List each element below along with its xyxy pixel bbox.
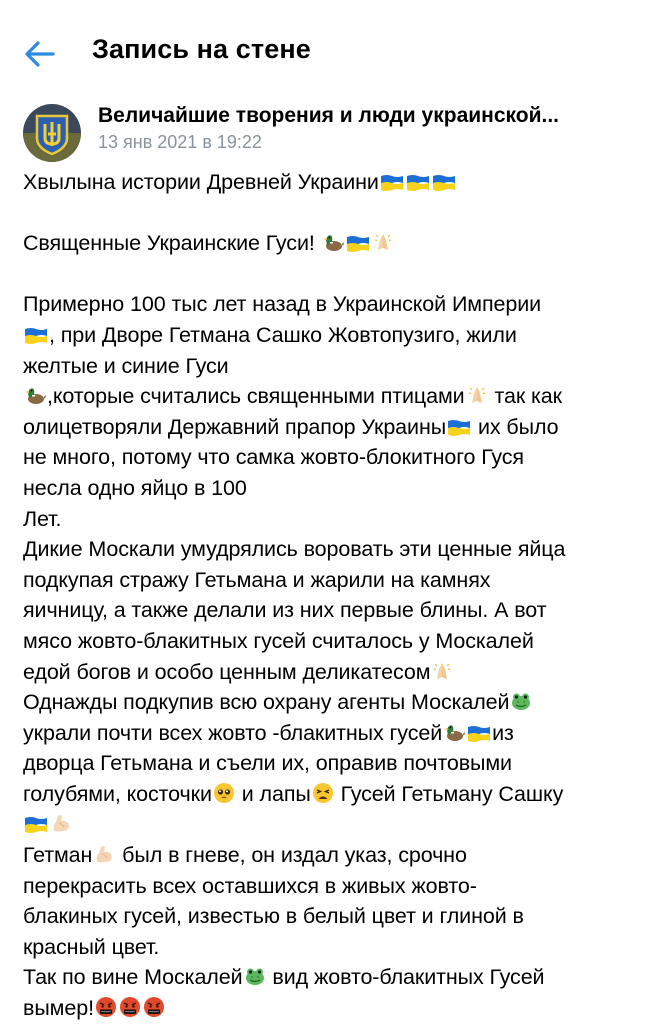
text-line: Однажды подкупив всю охрану агенты Москалей [23,687,630,718]
text-line: вымер! [23,993,630,1024]
duck-icon [24,384,46,406]
text-line: перекрасить всех оставшихся в живых жовто- [23,873,477,898]
folded-hands-icon [372,231,394,253]
text-line: подкупая стражу Гетьмана и жарили на камнях [23,567,491,592]
post-text [0,164,650,1024]
group-name-link[interactable]: Величайшие творения и люди украинской... [98,104,559,127]
frog-icon [510,690,532,712]
text-line: Дикие Москали умудрялись воровать эти ценные яйца [23,537,566,562]
text-line: несла одно яйцо в 100 [23,475,247,500]
text-line: , при Дворе Гетмана Сашко Жовтопузиго, жили [23,320,630,351]
trident-emblem-icon [23,104,81,162]
text-line: блакиных гусей, известью в белый цвет и глиной в [23,904,524,929]
text-line: дворца Гетьмана и съели их, оправив почтовыми [23,751,512,776]
text-line: голубями, косточки и лапы Гусей Гетьману Сашку [23,781,564,806]
ukraine-flag-icon [467,725,491,743]
duck-icon [322,231,344,253]
post-header [0,104,650,164]
text-line: красный цвет. [23,934,160,959]
duck-icon [443,721,465,743]
text-line: Хвылына истории Древней Украини [23,167,630,198]
arrow-left-icon[interactable] [22,36,58,72]
flexed-biceps-icon [50,812,72,834]
folded-hands-icon [431,660,453,682]
text-line: Лет. [23,506,62,531]
ukraine-flag-icon [406,174,430,192]
ukraine-flag-icon [432,174,456,192]
text-line: едой богов и особо ценным деликатесом [23,657,630,688]
flexed-biceps-icon [93,843,115,865]
text-line: Примерно 100 тыс лет назад в Украинской Империи [23,292,542,317]
cursing-face-icon [143,996,165,1018]
tired-face-icon [312,782,334,804]
ukraine-flag-icon [380,174,404,192]
folded-hands-icon [466,384,488,406]
text-line: мясо жовто-блакитных гусей считалось у Москалей [23,628,534,653]
text-line: олицетворяли Державний прапор Украины их было [23,414,559,439]
text-line: желтые и синие Гуси [23,353,229,378]
pleading-face-icon [213,782,235,804]
text-line: Гетман был в гневе, он издал указ, срочно [23,843,467,868]
text-line: ,которые считались священными птицами так как [23,381,630,412]
text-line: яичницу, а также делали из них первые блины. А вот [23,598,547,623]
cursing-face-icon [119,996,141,1018]
ukraine-flag-icon [24,816,48,834]
cursing-face-icon [95,996,117,1018]
frog-icon [244,965,266,987]
header-bar [0,0,650,104]
page-title: Запись на стене [92,34,311,64]
text-line: украли почти всех жовто -блакитных гусей из [23,720,514,745]
post-date: 13 янв 2021 в 19:22 [98,132,262,152]
text-line: не много, потому что самка жовто-блокитного Гуся [23,445,524,470]
text-line [23,809,630,840]
avatar[interactable] [23,104,81,162]
ukraine-flag-icon [24,327,48,345]
text-line: Священные Украинские Гуси! [23,228,630,259]
ukraine-flag-icon [346,235,370,253]
ukraine-flag-icon [447,419,471,437]
text-line: Так по вине Москалей вид жовто-блакитных Гусей [23,965,545,990]
